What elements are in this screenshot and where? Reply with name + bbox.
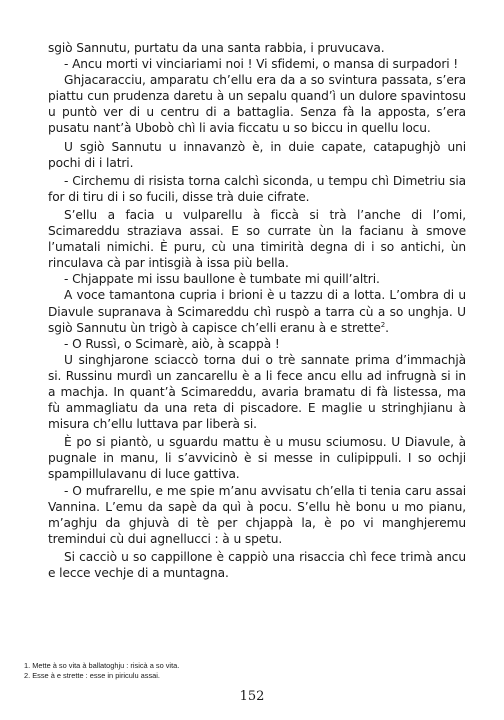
paragraph: È po si piantò, u sguardu mattu è u musu sciumosu. U Diavule, à pugnale in manu, li s’avvicinò è si messe in culipippuli. I so ochji spampillulavanu di luce gattiva. [48, 435, 466, 482]
page-number: 152 [239, 689, 265, 704]
paragraph: - Circhemu di risista torna calchì siconda, u tempu chì Dimetriu sia for di tiru di i so fucili, disse trà duie cifrate. [48, 173, 466, 204]
paragraph: Si cacciò u so cappillone è cappiò una risaccia chì fece trimà ancu e lecce vechje di a muntagna. [48, 549, 466, 580]
paragraph: sgiò Sannutu, purtatu da una santa rabbia, i pruvucava. [48, 41, 385, 55]
paragraph: - O Russì, o Scimarè, aiò, à scappà ! [64, 336, 280, 351]
footnotes [24, 661, 464, 681]
paragraph: U sgiò Sannutu u innavanzò è, in duie capate, catapughjò uni pochi di i latri. [48, 139, 466, 170]
footnote-marker: 2 [380, 320, 386, 329]
paragraph: U singhjarone sciaccò torna dui o trè sannate prima d’immachjà si. Russinu murdì un zancarellu è a li fece ancu ellu ad infrugnà si in a machja. In quant’à Scimareddu, avaria bramatu di fà listessa, ma fù ammagliatu da una reta di piscadore. E maglie u stringhjianu à misura ch’ellu luttava par liberà si. [48, 352, 466, 432]
paragraph: Ghjacaracciu, amparatu ch’ellu era da a so svintura passata, s’era piattu cun prudenza daretu à un sepalu quand’ì un dulore spavintosu u puntò ver di u centru di a battaglia. Senza fà la apposta, s’era pusatu nant’à Ubobò chì li avia ficcatu u so biccu in quellu locu. [48, 73, 466, 136]
page-body [48, 40, 466, 581]
footnote: 1. Mette à so vita à ballatoghju : risicà a so vita. [24, 661, 180, 670]
paragraph: - Chjappate mi issu baullone è tumbate mi quill’altri. [64, 272, 380, 287]
paragraph: S’ellu a facia u vulparellu à ficcà si trà l’anche di l’omi, Scimareddu straziava assai. E so currate ùn la facianu à smove l’umatali nimichi. È puru, cù una timirità degna di i so antichi, ùn rinculava cà par intisgià à issa più bella. [48, 207, 466, 271]
footnote: 2. Esse à e strette : esse in piriculu assai. [24, 671, 160, 680]
paragraph: - O mufrarellu, e me spie m’anu avvisatu ch’ella ti tenia caru assai Vannina. L’emu da sapè da quì à pocu. S’ellu hè bonu u mo pianu, m’aghju da ghjuvà di tè per chjappà la, è po vi manghjeremu tremindui cù dui agnellucci : à u spetu. [48, 483, 466, 546]
paragraph: - Ancu morti vi vinciariami noi ! Vi sfidemi, o mansa di surpadori ! [64, 57, 459, 72]
paragraph-with-footnote [48, 287, 466, 335]
paragraph-text: A voce tamantona cupria i brioni è u tazzu di a lotta. L’ombra di u Diavule supranava à Scimareddu chì ruspò a tarra cù a so unghja. U sgiò Sannutu ùn trigò à capisce ch’elli eranu à e strette [48, 288, 466, 335]
paragraph-end: . [385, 320, 389, 335]
